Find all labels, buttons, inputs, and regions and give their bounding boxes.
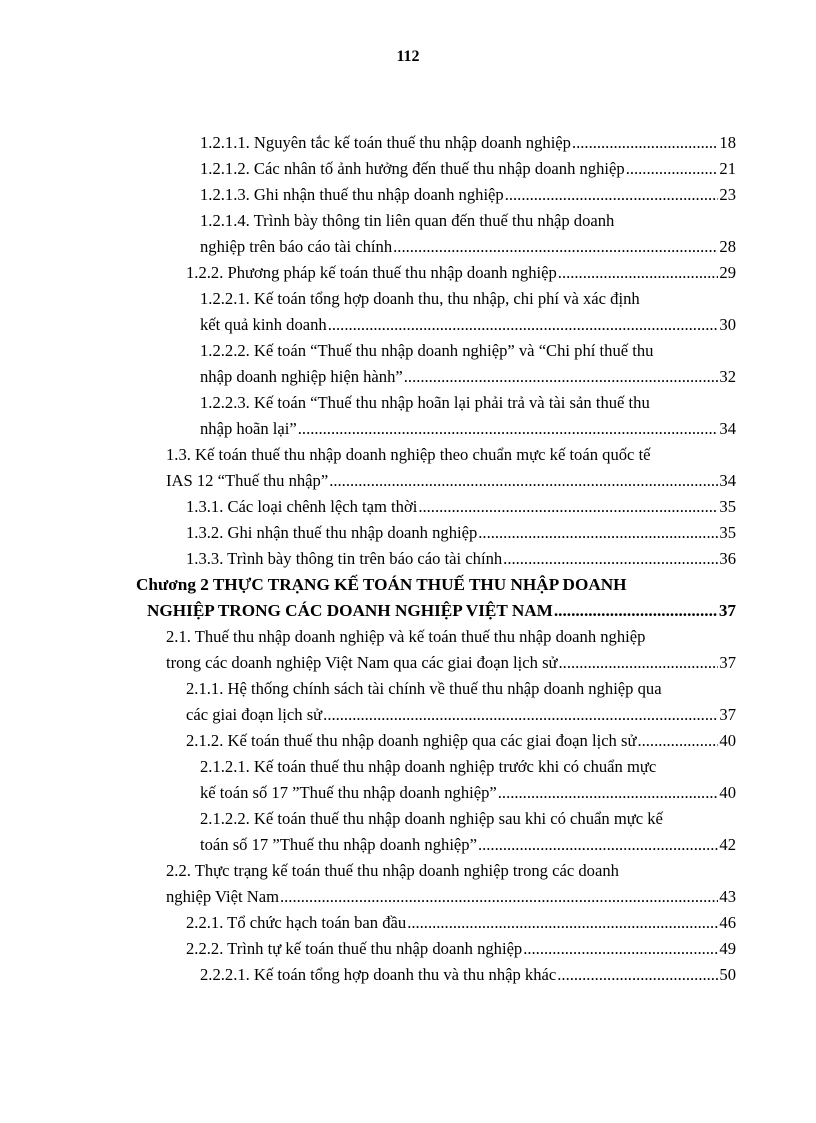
toc-entry-text: 1.2.2.2. Kế toán “Thuế thu nhập doanh nghiệp” và “Chi phí thuế thu bbox=[200, 341, 654, 360]
toc-page-number: 37 bbox=[718, 601, 736, 620]
toc-entry-text: kế toán số 17 ”Thuế thu nhập doanh nghiệp” bbox=[200, 783, 497, 802]
toc-entry-text: 1.2.2.3. Kế toán “Thuế thu nhập hoãn lại phải trả và tài sản thuế thu bbox=[200, 393, 650, 412]
toc-entry-text: 1.2.1.2. Các nhân tố ảnh hưởng đến thuế thu nhập doanh nghiệp bbox=[200, 159, 625, 178]
toc-entry-text: IAS 12 “Thuế thu nhập” bbox=[166, 471, 329, 490]
toc-page-number: 43 bbox=[719, 887, 736, 906]
dot-leader bbox=[298, 416, 719, 442]
toc-entry[interactable] bbox=[0, 442, 816, 494]
toc-entry[interactable] bbox=[0, 572, 816, 624]
toc-entry-text: nghiệp Việt Nam bbox=[166, 887, 279, 906]
table-of-contents bbox=[0, 130, 816, 988]
dot-leader bbox=[572, 130, 718, 156]
toc-page-number: 36 bbox=[719, 549, 736, 568]
toc-entry-text: 2.2.2.1. Kế toán tổng hợp doanh thu và thu nhập khác bbox=[200, 965, 557, 984]
dot-leader bbox=[559, 650, 719, 676]
dot-leader bbox=[328, 312, 719, 338]
toc-page-number: 40 bbox=[719, 731, 736, 750]
dot-leader bbox=[557, 962, 718, 988]
dot-leader bbox=[498, 780, 719, 806]
dot-leader bbox=[393, 234, 718, 260]
dot-leader bbox=[637, 728, 718, 754]
toc-page-number: 37 bbox=[719, 653, 736, 672]
toc-entry-text: 2.1.2.2. Kế toán thuế thu nhập doanh nghiệp sau khi có chuẩn mực kế bbox=[200, 809, 663, 828]
toc-entry-text: Chương 2 THỰC TRẠNG KẾ TOÁN THUẾ THU NHẬP DOANH bbox=[136, 575, 627, 594]
toc-entry-text: 1.2.2. Phương pháp kế toán thuế thu nhập doanh nghiệp bbox=[186, 263, 557, 282]
dot-leader bbox=[478, 520, 718, 546]
toc-page-number: 40 bbox=[719, 783, 736, 802]
toc-entry-text: 1.2.2.1. Kế toán tổng hợp doanh thu, thu nhập, chi phí và xác định bbox=[200, 289, 640, 308]
toc-entry-text: 2.1.1. Hệ thống chính sách tài chính về thuế thu nhập doanh nghiệp qua bbox=[186, 679, 662, 698]
toc-page-number: 21 bbox=[719, 159, 736, 178]
toc-entry-text: 1.3. Kế toán thuế thu nhập doanh nghiệp theo chuẩn mực kế toán quốc tế bbox=[166, 445, 651, 464]
dot-leader bbox=[554, 598, 718, 624]
toc-entry-text: 2.1. Thuế thu nhập doanh nghiệp và kế toán thuế thu nhập doanh nghiệp bbox=[166, 627, 646, 646]
dot-leader bbox=[407, 910, 718, 936]
toc-entry-text: 1.2.1.3. Ghi nhận thuế thu nhập doanh nghiệp bbox=[200, 185, 504, 204]
toc-page-number: 32 bbox=[719, 367, 736, 386]
toc-page-number: 50 bbox=[719, 965, 736, 984]
toc-page-number: 49 bbox=[719, 939, 736, 958]
toc-entry[interactable] bbox=[0, 130, 816, 156]
toc-entry[interactable] bbox=[0, 494, 816, 520]
dot-leader bbox=[418, 494, 718, 520]
toc-entry-text: 1.3.1. Các loại chênh lệch tạm thời bbox=[186, 497, 418, 516]
toc-entry[interactable] bbox=[0, 754, 816, 806]
dot-leader bbox=[478, 832, 718, 858]
toc-page-number: 23 bbox=[719, 185, 736, 204]
dot-leader bbox=[503, 546, 718, 572]
toc-entry[interactable] bbox=[0, 936, 816, 962]
toc-entry[interactable] bbox=[0, 910, 816, 936]
toc-entry[interactable] bbox=[0, 338, 816, 390]
toc-entry[interactable] bbox=[0, 728, 816, 754]
toc-entry-text: 1.3.3. Trình bày thông tin trên báo cáo tài chính bbox=[186, 549, 503, 568]
dot-leader bbox=[505, 182, 719, 208]
toc-entry-text: nghiệp trên báo cáo tài chính bbox=[200, 237, 393, 256]
toc-page-number: 28 bbox=[719, 237, 736, 256]
toc-entry[interactable] bbox=[0, 286, 816, 338]
toc-page-number: 35 bbox=[719, 523, 736, 542]
toc-entry-text: nhập hoãn lại” bbox=[200, 419, 297, 438]
toc-entry-text: 1.3.2. Ghi nhận thuế thu nhập doanh nghiệp bbox=[186, 523, 478, 542]
toc-entry-text: 2.1.2. Kế toán thuế thu nhập doanh nghiệp qua các giai đoạn lịch sử bbox=[186, 731, 637, 750]
page-number: 112 bbox=[396, 48, 420, 65]
toc-entry-text: 2.2.1. Tổ chức hạch toán ban đầu bbox=[186, 913, 407, 932]
toc-entry[interactable] bbox=[0, 624, 816, 676]
toc-entry-text: nhập doanh nghiệp hiện hành” bbox=[200, 367, 403, 386]
toc-entry-text: kết quả kinh doanh bbox=[200, 315, 327, 334]
toc-entry[interactable] bbox=[0, 520, 816, 546]
toc-entry[interactable] bbox=[0, 676, 816, 728]
toc-entry-text: trong các doanh nghiệp Việt Nam qua các giai đoạn lịch sử bbox=[166, 653, 558, 672]
toc-entry-text: 2.2.2. Trình tự kế toán thuế thu nhập doanh nghiệp bbox=[186, 939, 523, 958]
dot-leader bbox=[626, 156, 719, 182]
toc-entry[interactable] bbox=[0, 962, 816, 988]
toc-page-number: 29 bbox=[719, 263, 736, 282]
dot-leader bbox=[558, 260, 719, 286]
toc-entry[interactable] bbox=[0, 208, 816, 260]
toc-page-number: 34 bbox=[719, 471, 736, 490]
toc-page-number: 35 bbox=[719, 497, 736, 516]
dot-leader bbox=[523, 936, 718, 962]
toc-entry-text: 2.2. Thực trạng kế toán thuế thu nhập doanh nghiệp trong các doanh bbox=[166, 861, 619, 880]
toc-entry[interactable] bbox=[0, 546, 816, 572]
toc-entry-text: toán số 17 ”Thuế thu nhập doanh nghiệp” bbox=[200, 835, 477, 854]
toc-entry[interactable] bbox=[0, 858, 816, 910]
toc-page-number: 46 bbox=[719, 913, 736, 932]
toc-page-number: 42 bbox=[719, 835, 736, 854]
dot-leader bbox=[404, 364, 719, 390]
toc-page-number: 18 bbox=[719, 133, 736, 152]
toc-entry[interactable] bbox=[0, 182, 816, 208]
toc-entry-text: NGHIỆP TRONG CÁC DOANH NGHIỆP VIỆT NAM bbox=[147, 601, 553, 620]
toc-entry[interactable] bbox=[0, 390, 816, 442]
toc-page-number: 34 bbox=[719, 419, 736, 438]
toc-entry-text: 1.2.1.1. Nguyên tắc kế toán thuế thu nhập doanh nghiệp bbox=[200, 133, 571, 152]
toc-entry-text: 2.1.2.1. Kế toán thuế thu nhập doanh nghiệp trước khi có chuẩn mực bbox=[200, 757, 657, 776]
toc-entry[interactable] bbox=[0, 806, 816, 858]
dot-leader bbox=[323, 702, 718, 728]
toc-page-number: 37 bbox=[719, 705, 736, 724]
toc-entry[interactable] bbox=[0, 156, 816, 182]
toc-entry[interactable] bbox=[0, 260, 816, 286]
toc-entry-text: các giai đoạn lịch sử bbox=[186, 705, 323, 724]
dot-leader bbox=[280, 884, 718, 910]
dot-leader bbox=[329, 468, 718, 494]
toc-page-number: 30 bbox=[719, 315, 736, 334]
toc-entry-text: 1.2.1.4. Trình bày thông tin liên quan đến thuế thu nhập doanh bbox=[200, 211, 615, 230]
